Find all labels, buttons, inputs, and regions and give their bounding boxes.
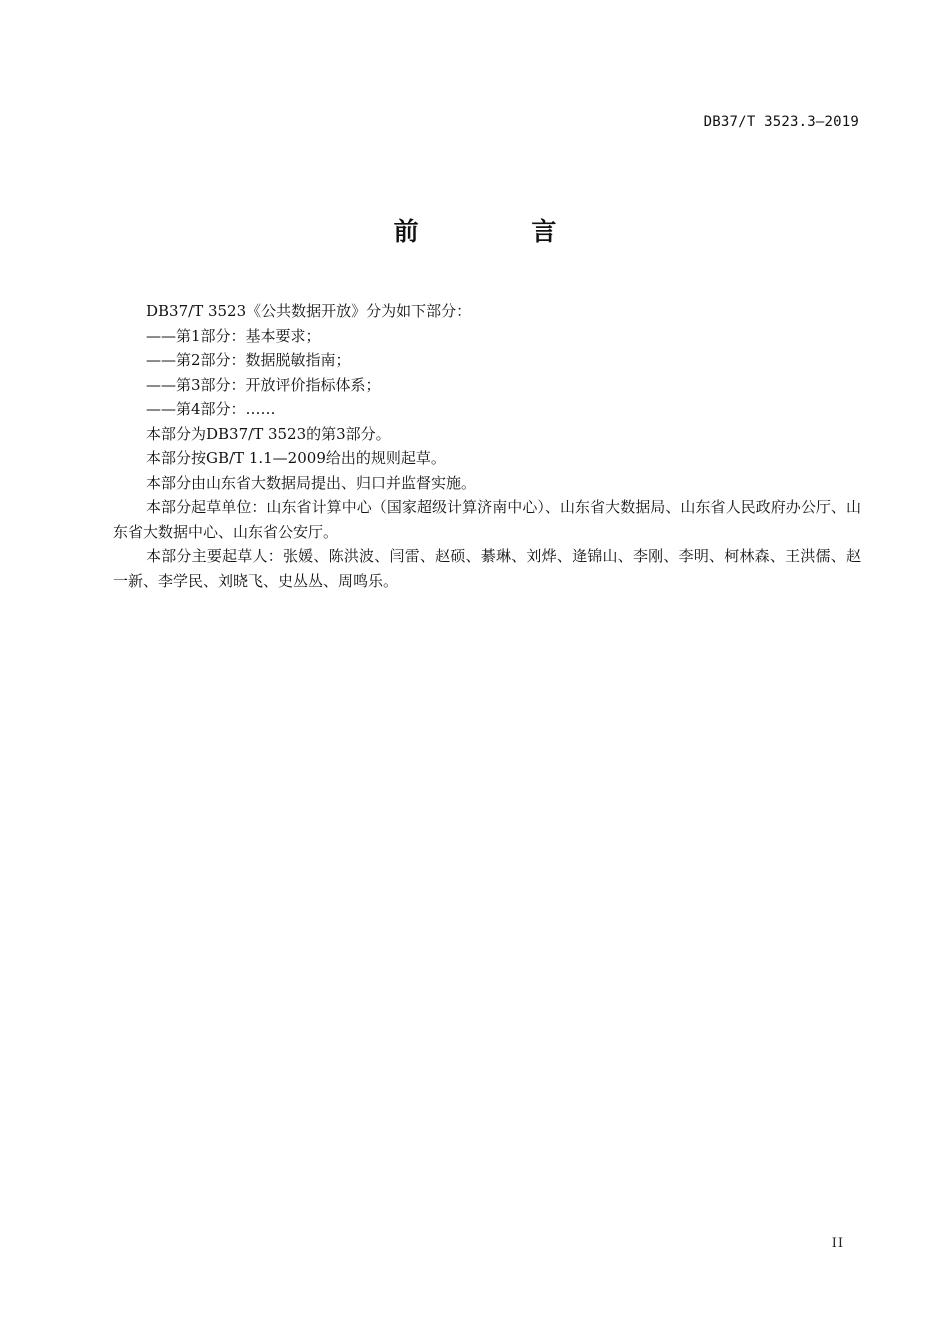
- page-number: II: [831, 1236, 844, 1251]
- paragraph-part-3: ——第3部分：开放评价指标体系；: [146, 375, 381, 394]
- paragraph-part-2: ——第2部分：数据脱敏指南；: [146, 351, 351, 369]
- paragraph-part-1: ——第1部分：基本要求；: [146, 326, 321, 345]
- paragraph-this-part: 本部分为DB37/T 3523的第3部分。: [146, 424, 391, 443]
- paragraph-proposer: 本部分由山东省大数据局提出、归口并监督实施。: [146, 473, 477, 492]
- paragraph-drafters: 本部分主要起草人：张媛、陈洪波、闫雷、赵硕、綦琳、刘烨、逄锦山、李刚、李明、柯林森、王洪儒、赵一新、李学民、刘晓飞、史丛丛、周鸣乐。: [113, 547, 861, 590]
- page-title: 前 言: [393, 217, 609, 246]
- paragraph-parts-intro: DB37/T 3523《公共数据开放》分为如下部分：: [146, 302, 472, 320]
- foreword-body: [113, 299, 861, 593]
- paragraph-drafting-units: 本部分起草单位：山东省计算中心（国家超级计算济南中心）、山东省大数据局、山东省人民政府办公厅、山东省大数据中心、山东省公安厅。: [113, 498, 861, 541]
- paragraph-drafting-rules: 本部分按GB/T 1.1—2009给出的规则起草。: [146, 449, 446, 467]
- standard-code-header: DB37/T 3523.3—2019: [703, 114, 859, 130]
- paragraph-part-4: ——第4部分：……: [146, 400, 276, 418]
